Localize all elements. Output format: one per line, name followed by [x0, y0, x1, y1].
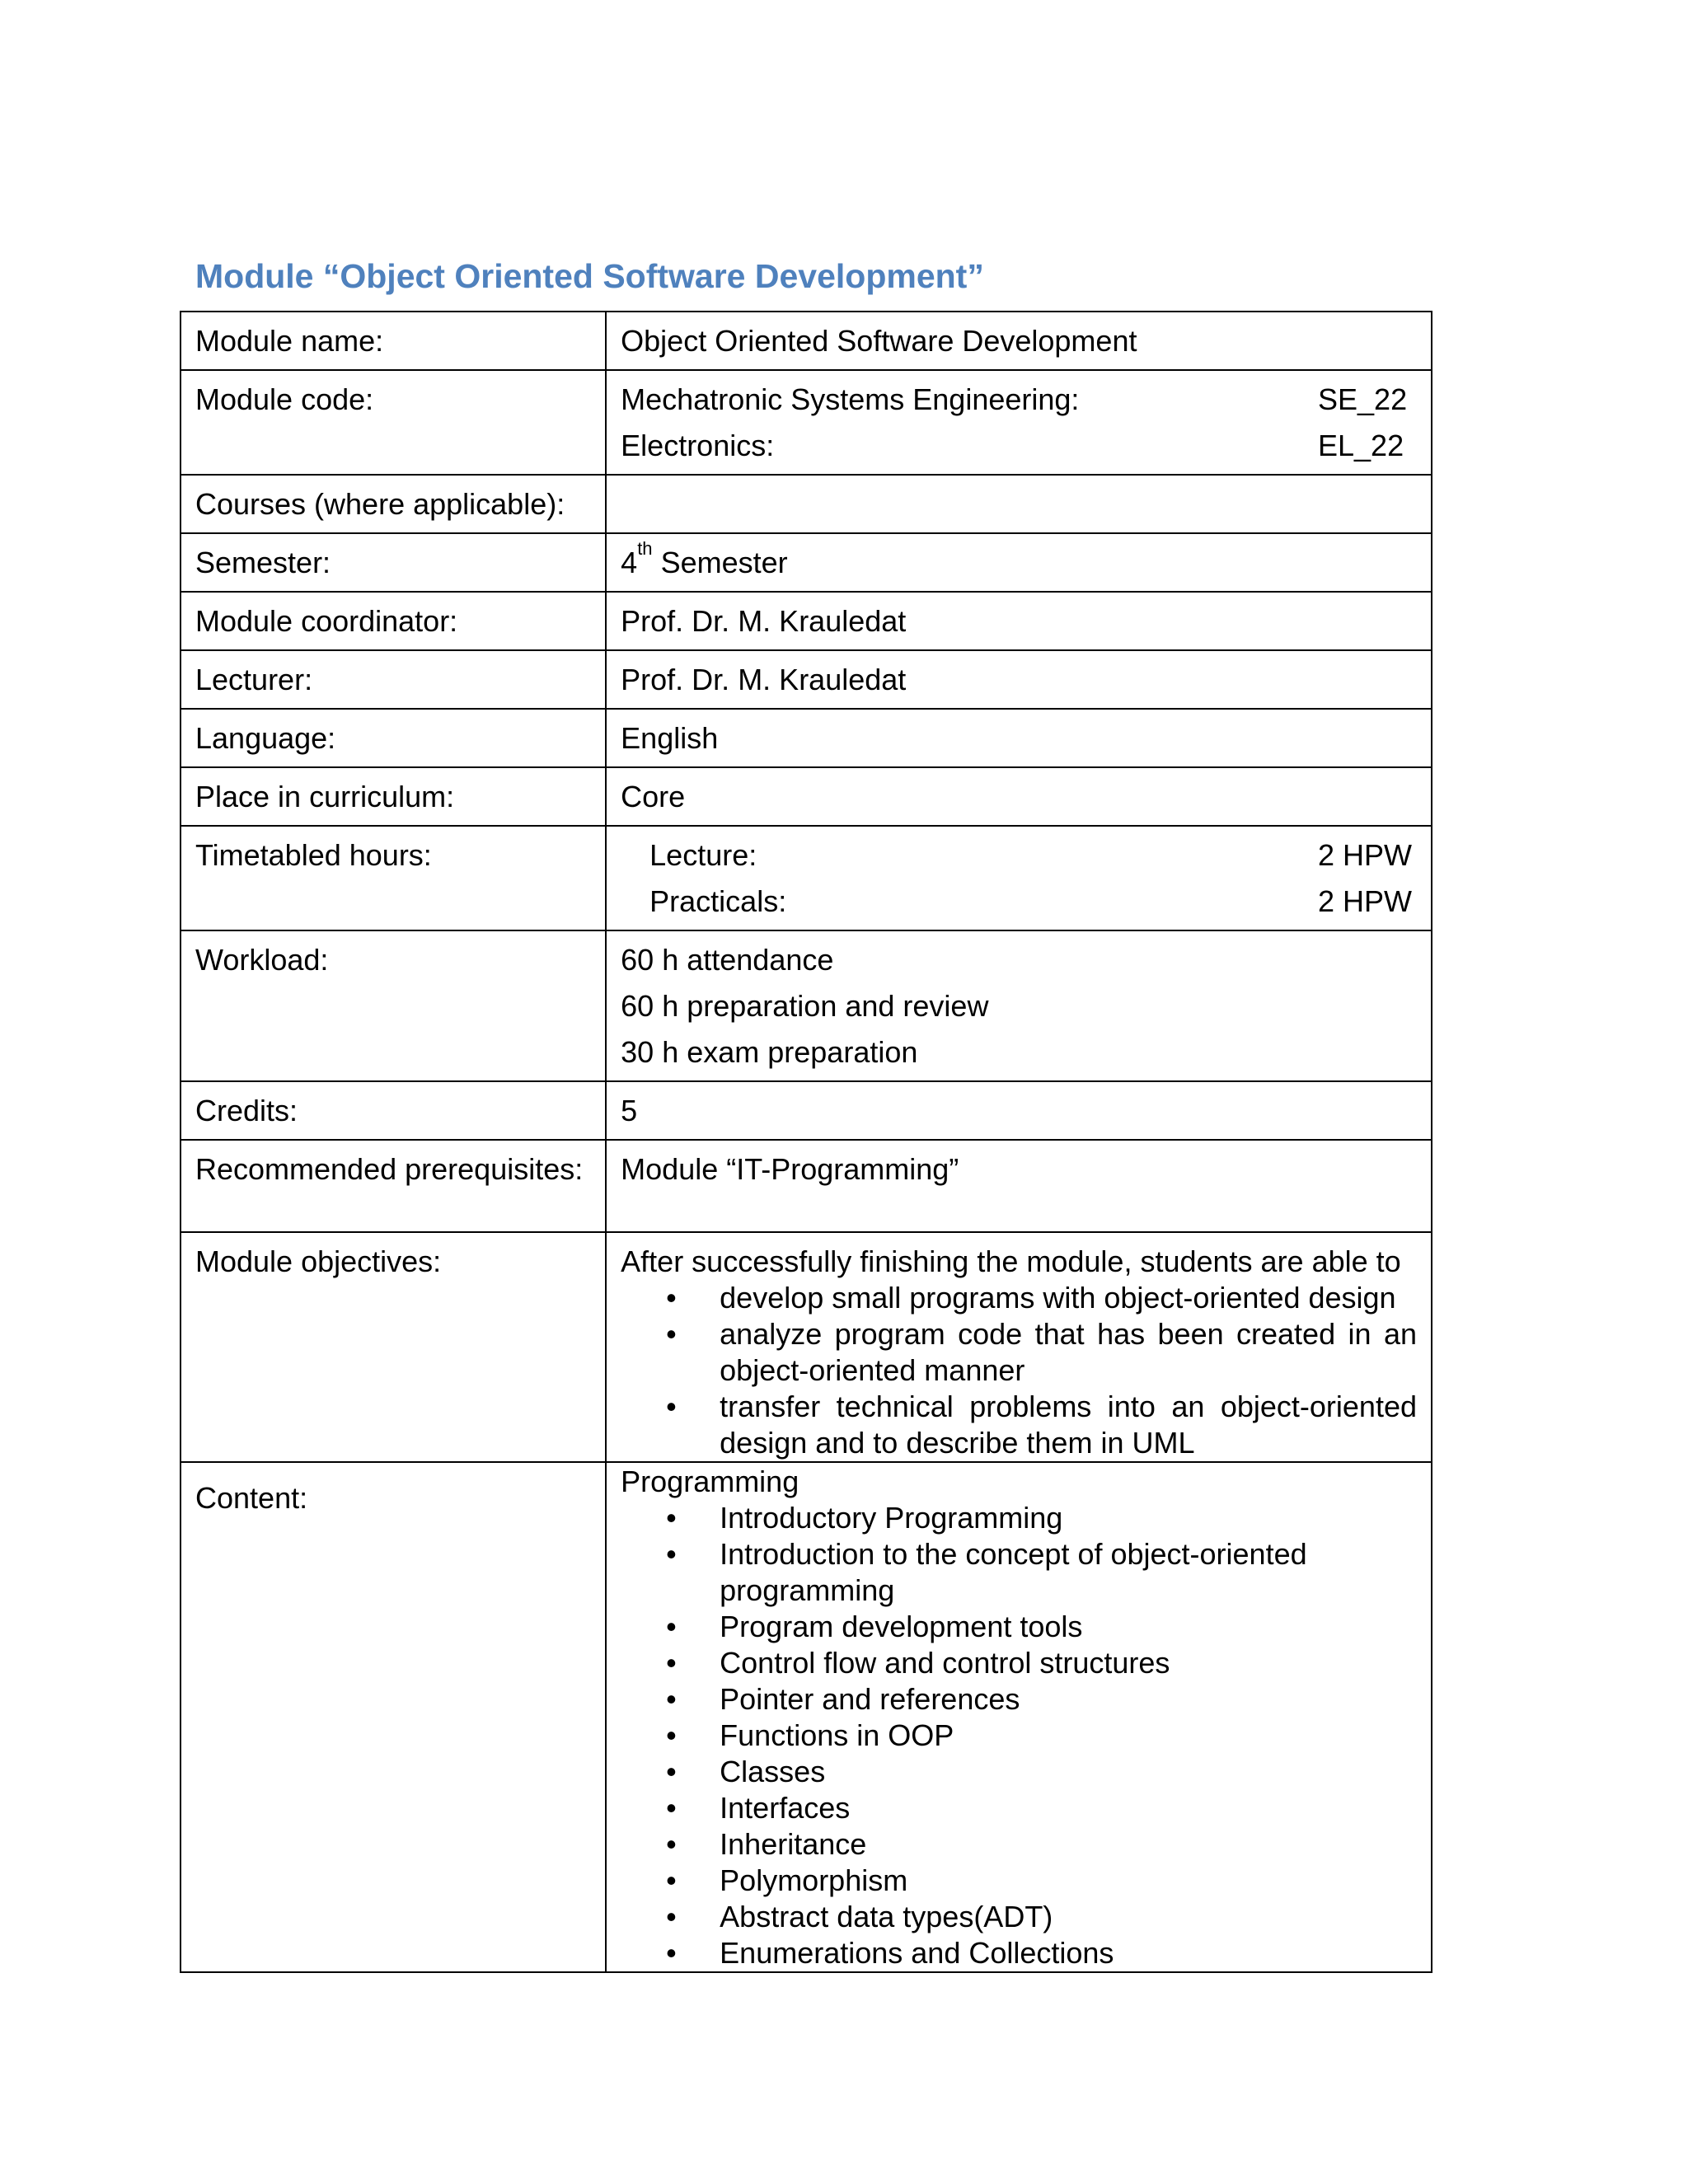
list-item: • transfer technical problems into an object-oriented design and to describe them in UML	[621, 1389, 1417, 1461]
language-label: Language:	[181, 709, 606, 767]
module-code-label: Module code:	[181, 370, 606, 475]
row-prerequisites	[181, 1140, 1432, 1232]
row-timetabled	[181, 826, 1432, 930]
lecturer-label: Lecturer:	[181, 650, 606, 709]
program-name: Mechatronic Systems Engineering:	[621, 382, 1080, 416]
coordinator-value: Prof. Dr. M. Krauledat	[606, 592, 1432, 650]
credits-value: 5	[606, 1081, 1432, 1140]
hour-amount: 2 HPW	[1318, 838, 1413, 872]
prerequisites-label-text: Recommended prerequisites:	[195, 1152, 584, 1186]
page-title: Module “Object Oriented Software Development”	[195, 257, 984, 295]
content-value	[606, 1462, 1432, 1972]
courses-value	[606, 475, 1432, 533]
list-item: • Introduction to the concept of object-oriented programming	[621, 1536, 1417, 1609]
list-item: • Classes	[621, 1754, 1417, 1790]
program-code: EL_22	[1318, 429, 1404, 462]
program-name: Electronics:	[621, 429, 775, 462]
timetabled-entry	[621, 838, 1417, 872]
prerequisites-value: Module “IT-Programming”	[606, 1140, 1432, 1232]
semester-number: 4	[621, 546, 638, 579]
module-name-label: Module name:	[181, 312, 606, 370]
module-table	[180, 311, 1432, 1973]
row-content	[181, 1462, 1432, 1972]
lecturer-value: Prof. Dr. M. Krauledat	[606, 650, 1432, 709]
hour-type: Practicals:	[649, 884, 787, 918]
list-item: • Pointer and references	[621, 1681, 1417, 1718]
timetabled-label: Timetabled hours:	[181, 826, 606, 930]
semester-label: Semester:	[181, 533, 606, 592]
courses-label: Courses (where applicable):	[181, 475, 606, 533]
module-name-value: Object Oriented Software Development	[606, 312, 1432, 370]
row-credits	[181, 1081, 1432, 1140]
place-label: Place in curriculum:	[181, 767, 606, 826]
list-item: • analyze program code that has been created in an object-oriented manner	[621, 1316, 1417, 1389]
row-language	[181, 709, 1432, 767]
workload-line: 60 h preparation and review	[621, 989, 989, 1023]
row-place	[181, 767, 1432, 826]
content-label: Content:	[181, 1462, 606, 1972]
objectives-value	[606, 1232, 1432, 1462]
place-value: Core	[606, 767, 1432, 826]
coordinator-label: Module coordinator:	[181, 592, 606, 650]
row-courses	[181, 475, 1432, 533]
row-module-name	[181, 312, 1432, 370]
row-module-code	[181, 370, 1432, 475]
hour-amount: 2 HPW	[1318, 884, 1413, 918]
credits-label: Credits:	[181, 1081, 606, 1140]
timetabled-value	[606, 826, 1432, 930]
workload-label: Workload:	[181, 930, 606, 1081]
list-item: • Introductory Programming	[621, 1500, 1417, 1536]
module-code-entry	[621, 382, 1417, 416]
prerequisites-label	[181, 1140, 606, 1232]
content-heading: Programming	[621, 1465, 799, 1498]
semester-word: Semester	[660, 546, 788, 579]
program-code: SE_22	[1318, 382, 1408, 416]
objectives-intro: After successfully finishing the module, students are able to	[621, 1244, 1401, 1278]
list-item: • Program development tools	[621, 1609, 1417, 1645]
list-item: • Control flow and control structures	[621, 1645, 1417, 1681]
module-code-entry	[621, 429, 1417, 462]
row-semester	[181, 533, 1432, 592]
language-value: English	[606, 709, 1432, 767]
list-item: • Interfaces	[621, 1790, 1417, 1826]
timetabled-entry	[621, 884, 1417, 918]
content-list	[621, 1500, 1417, 1971]
list-item: • Inheritance	[621, 1826, 1417, 1863]
semester-value	[606, 533, 1432, 592]
list-item: • Enumerations and Collections	[621, 1935, 1417, 1971]
workload-value	[606, 930, 1432, 1081]
objectives-label: Module objectives:	[181, 1232, 606, 1462]
row-workload	[181, 930, 1432, 1081]
workload-line: 30 h exam preparation	[621, 1035, 918, 1069]
list-item: • develop small programs with object-oriented design	[621, 1280, 1417, 1316]
workload-line: 60 h attendance	[621, 943, 834, 977]
list-item: • Abstract data types(ADT)	[621, 1899, 1417, 1935]
row-objectives	[181, 1232, 1432, 1462]
semester-suffix: th	[637, 538, 653, 559]
list-item: • Functions in OOP	[621, 1718, 1417, 1754]
list-item: • Polymorphism	[621, 1863, 1417, 1899]
module-code-value	[606, 370, 1432, 475]
row-coordinator	[181, 592, 1432, 650]
objectives-list	[621, 1280, 1417, 1461]
hour-type: Lecture:	[649, 838, 757, 872]
row-lecturer	[181, 650, 1432, 709]
